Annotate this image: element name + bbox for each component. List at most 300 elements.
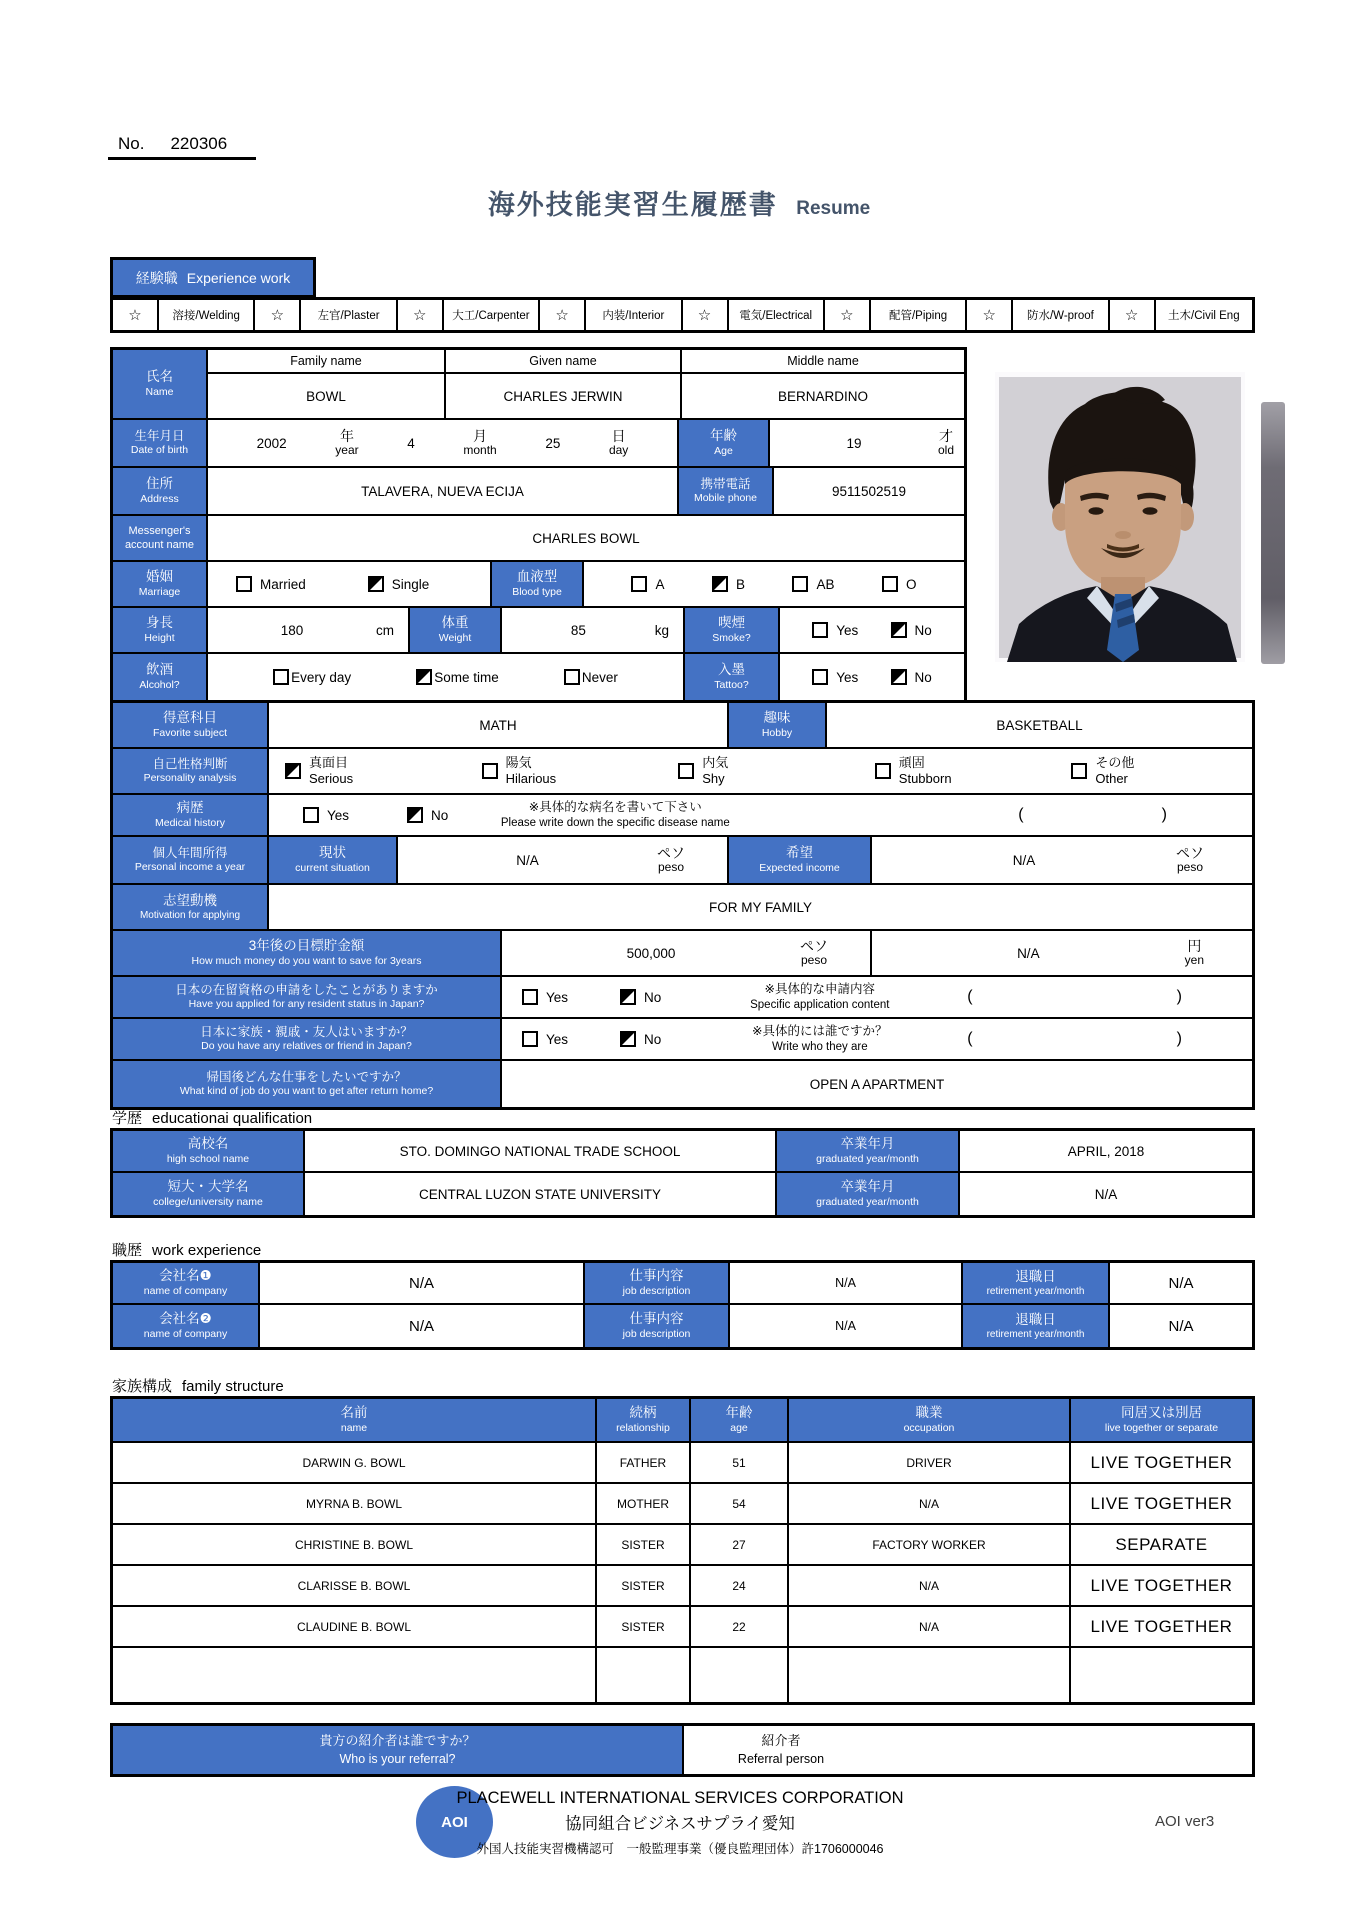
trade-label-text: 電気/Electrical [739, 310, 813, 322]
family-header-rel-en: relationship [616, 1421, 670, 1434]
education-table [110, 1128, 1255, 1218]
family-row-sister2 [113, 1566, 1252, 1607]
trade-label-text: 大工/Carpenter [452, 310, 530, 322]
weight-value-cell[interactable] [500, 608, 683, 652]
smoke-label-en: Smoke? [712, 631, 751, 644]
college-label-jp: 短大・大学名 [167, 1179, 249, 1195]
company2-job-en: job description [622, 1327, 691, 1340]
personality-label-en: Personality analysis [143, 772, 237, 785]
checkbox-stubborn[interactable] [875, 763, 891, 779]
family-row-sister1 [113, 1525, 1252, 1566]
company1-label [113, 1263, 258, 1303]
mobile-label-jp: 携帯電話 [700, 477, 751, 492]
savings-label [113, 931, 500, 975]
company2-label [113, 1305, 258, 1347]
favorite-subject-row [113, 703, 1252, 749]
education-section-title [112, 1107, 312, 1128]
resident-yes-option [522, 989, 568, 1005]
trade-group-waterproof [967, 300, 1109, 330]
relatives-yes-label: Yes [546, 1031, 569, 1047]
checkbox-blood-o[interactable] [882, 576, 898, 592]
messenger-label [113, 516, 206, 560]
personality-stubborn-option [859, 755, 1056, 786]
checkbox-married[interactable] [236, 576, 252, 592]
checkbox-resident-no[interactable] [620, 989, 636, 1005]
weight-value: 85 [570, 622, 586, 638]
birth-year-value: 2002 [256, 435, 287, 451]
star-icon: ☆ [1124, 307, 1139, 324]
serious-label-jp: 真面目 [309, 755, 349, 771]
relatives-note [727, 1023, 912, 1055]
star-icon: ☆ [555, 307, 569, 324]
family-member-relationship: SISTER [595, 1607, 689, 1646]
referral-person-jp: 紹介者 [761, 1732, 801, 1748]
month-unit [463, 429, 496, 458]
alcohol-label-jp: 飲酒 [146, 662, 173, 678]
height-label-en: Height [144, 631, 175, 644]
trade-star-cell[interactable] [398, 300, 444, 330]
high-school-grad-en: graduated year/month [816, 1152, 919, 1165]
weight-label-jp: 体重 [441, 615, 469, 631]
applicant-photo [995, 372, 1245, 662]
birth-day-value: 25 [545, 435, 561, 451]
return-job-row [113, 1061, 1252, 1107]
smoke-label [683, 608, 778, 652]
blood-option-b [712, 576, 745, 592]
referral-question-jp: 貴方の紹介者は誰ですか？ [319, 1732, 476, 1748]
given-name-column [444, 350, 680, 418]
smoke-options [778, 608, 964, 652]
star-icon: ☆ [982, 307, 996, 324]
referral-person-en: Referral person [737, 1752, 825, 1767]
weight-unit: kg [654, 622, 669, 638]
address-value[interactable]: TALAVERA, NUEVA ECIJA [206, 468, 677, 514]
motivation-label-jp: 志望動機 [163, 892, 217, 908]
marriage-options [206, 562, 490, 606]
personality-hilarious-option [466, 755, 663, 786]
relatives-yes-option [522, 1031, 568, 1047]
medical-yes-label: Yes [327, 807, 350, 823]
height-row [113, 608, 964, 654]
motivation-label-en: Motivation for applying [139, 910, 241, 922]
serious-label-en: Serious [309, 771, 354, 786]
company2-name[interactable]: N/A [258, 1305, 583, 1347]
checkbox-relatives-yes[interactable] [522, 1031, 538, 1047]
high-school-grad-value[interactable]: APRIL, 2018 [958, 1131, 1252, 1171]
checkbox-alcohol-everyday[interactable] [273, 669, 289, 685]
trade-star-cell[interactable] [967, 300, 1013, 330]
age-label-jp: 年齢 [710, 428, 737, 444]
smoke-no-option [891, 622, 932, 638]
favorite-label-en: Favorite subject [152, 726, 228, 739]
blood-o-label: O [905, 576, 917, 592]
medical-yes-option [303, 807, 349, 823]
work-section-title [112, 1239, 261, 1260]
family-member-relationship[interactable] [595, 1648, 689, 1702]
document-number [108, 130, 256, 160]
alcohol-options [206, 654, 683, 700]
tattoo-no-label: No [914, 669, 932, 685]
savings-peso-value: 500,000 [626, 945, 676, 961]
trade-star-cell[interactable] [1110, 300, 1156, 330]
resident-no-option [620, 989, 661, 1005]
favorite-subject-value[interactable]: MATH [267, 703, 727, 747]
tattoo-yes-option [812, 669, 858, 685]
checkbox-single[interactable] [368, 576, 384, 592]
resident-label [113, 977, 500, 1017]
checkbox-alcohol-never[interactable] [564, 669, 580, 685]
trade-label-carpenter [444, 300, 540, 330]
trade-label-text: 内装/Interior [602, 310, 665, 322]
personality-serious-option [269, 755, 466, 786]
family-section-title [112, 1375, 284, 1396]
company1-name[interactable]: N/A [258, 1263, 583, 1303]
savings-yen-value: N/A [1017, 945, 1040, 961]
checkbox-shy[interactable] [678, 763, 694, 779]
savings-peso-unit-jp: ペソ [800, 937, 828, 954]
footer-company-info [380, 1789, 980, 1857]
blood-option-ab [792, 576, 834, 592]
relatives-paren-open: ( [967, 1030, 973, 1047]
address-label [113, 468, 206, 514]
height-value-cell[interactable] [206, 608, 408, 652]
income-expected-jp: 希望 [786, 845, 813, 861]
trade-label-text: 左官/Plaster [317, 310, 380, 322]
family-structure-table [110, 1396, 1255, 1705]
company2-job-jp: 仕事内容 [629, 1311, 684, 1327]
income-expected-value-cell[interactable] [870, 837, 1252, 883]
family-header-live-en: live together or separate [1104, 1421, 1219, 1434]
company2-retire-value[interactable]: N/A [1108, 1305, 1252, 1347]
aoi-logo-text: AOI [441, 1813, 468, 1831]
high-school-row [113, 1131, 1252, 1173]
messenger-label-line2: account name [124, 539, 195, 551]
family-member-occupation: FACTORY WORKER [787, 1525, 1069, 1564]
relatives-label-jp: 日本に家族・親戚・友人はいますか？ [200, 1025, 413, 1040]
trade-label-waterproof [1013, 300, 1109, 330]
age-label [677, 420, 768, 466]
shy-label-en: Shy [702, 771, 725, 786]
family-header-occupation [787, 1399, 1069, 1441]
return-job-value[interactable]: OPEN A APARTMENT [500, 1061, 1252, 1107]
checkbox-medical-yes[interactable] [303, 807, 319, 823]
company1-retire-value[interactable]: N/A [1108, 1263, 1252, 1303]
college-grad-label [775, 1173, 958, 1215]
other-label-jp: その他 [1095, 755, 1135, 771]
smoke-yes-label: Yes [836, 622, 859, 638]
mobile-value[interactable]: 9511502519 [772, 468, 964, 514]
tattoo-label-en: Tattoo? [714, 678, 749, 691]
trade-label-civil [1156, 300, 1252, 330]
trade-label-text: 土木/Civil Eng [1168, 310, 1240, 322]
family-row-mother [113, 1484, 1252, 1525]
birth-label-jp: 生年月日 [134, 429, 185, 444]
footer-company-en: PLACEWELL INTERNATIONAL SERVICES CORPORATION [456, 1789, 904, 1807]
footer-license: 外国人技能実習機構認可 一般監理事業（優良監理団体）許1706000046 [476, 1842, 884, 1856]
mobile-label [677, 468, 772, 514]
motivation-value[interactable]: FOR MY FAMILY [267, 885, 1252, 929]
checkbox-tattoo-yes[interactable] [812, 669, 828, 685]
marriage-label-en: Marriage [138, 585, 181, 598]
personal-info-table [110, 347, 967, 700]
alcohol-never-label: Never [581, 669, 618, 685]
family-member-name: DARWIN G. BOWL [302, 1455, 406, 1470]
scan-artifact-strip [1261, 402, 1285, 664]
referral-question-en: Who is your referral? [339, 1752, 456, 1767]
checkbox-alcohol-sometime[interactable] [416, 669, 432, 685]
trade-star-cell[interactable] [683, 300, 729, 330]
blood-option-a [631, 576, 664, 592]
high-school-name[interactable]: STO. DOMINGO NATIONAL TRADE SCHOOL [303, 1131, 775, 1171]
company1-job-label [583, 1263, 728, 1303]
hobby-label-en: Hobby [761, 726, 793, 739]
birth-value-cell[interactable] [206, 420, 677, 466]
messenger-value[interactable]: CHARLES BOWL [206, 516, 964, 560]
marriage-single-option [368, 576, 430, 592]
medical-paren-open: ( [1018, 806, 1024, 823]
checkbox-smoke-no[interactable] [891, 622, 907, 638]
income-current-value-cell[interactable] [396, 837, 727, 883]
serious-labels [309, 755, 353, 786]
address-label-en: Address [140, 492, 179, 505]
medical-detail-field[interactable] [750, 806, 1252, 824]
family-member-age: 54 [689, 1484, 787, 1523]
birth-row [113, 420, 964, 468]
family-row-father [113, 1443, 1252, 1484]
day-unit-jp: 日 [611, 427, 626, 444]
weight-label [408, 608, 500, 652]
company1-label-jp: 会社名❶ [159, 1268, 212, 1284]
family-member-live: LIVE TOGETHER [1069, 1484, 1252, 1523]
checkbox-smoke-yes[interactable] [812, 622, 828, 638]
star-icon: ☆ [413, 307, 427, 324]
height-label [113, 608, 206, 652]
footer-company-jp: 協同組合ビジネスサプライ愛知 [565, 1815, 795, 1833]
company1-job-value[interactable]: N/A [728, 1263, 961, 1303]
family-member-age[interactable] [689, 1648, 787, 1702]
middle-name-value[interactable]: BERNARDINO [777, 388, 868, 404]
family-header-live [1069, 1399, 1252, 1441]
family-name-header: Family name [208, 350, 444, 374]
referral-section [110, 1723, 1255, 1777]
family-header-name [113, 1399, 595, 1441]
family-header-occ-jp: 職業 [915, 1405, 943, 1421]
birth-label-en: Date of birth [130, 444, 189, 457]
return-job-label [113, 1061, 500, 1107]
savings-peso-cell[interactable] [500, 931, 870, 975]
family-row-empty [113, 1648, 1252, 1702]
income-current-jp: 現状 [319, 845, 346, 861]
applicant-photo-image [995, 372, 1245, 662]
family-member-occupation[interactable] [787, 1648, 1069, 1702]
hobby-value[interactable]: BASKETBALL [825, 703, 1252, 747]
tattoo-yes-label: Yes [836, 669, 859, 685]
family-member-name[interactable] [113, 1648, 595, 1702]
trade-label-electrical [729, 300, 825, 330]
address-label-jp: 住所 [146, 476, 173, 492]
trade-label-plaster [301, 300, 397, 330]
hobby-label [727, 703, 825, 747]
given-name-value[interactable]: CHARLES JERWIN [503, 388, 623, 404]
work-experience-table [110, 1260, 1255, 1350]
birth-label [113, 420, 206, 466]
trade-star-cell[interactable] [113, 300, 159, 330]
income-expected-unit-jp: ペソ [1176, 844, 1204, 861]
stubborn-label-en: Stubborn [898, 771, 952, 786]
alcohol-never-option [564, 669, 618, 685]
high-school-grad-jp: 卒業年月 [840, 1136, 895, 1152]
return-job-label-en: What kind of job do you want to get after return home? [179, 1085, 434, 1098]
referral-person-label [696, 1731, 866, 1769]
blood-type-label [490, 562, 582, 606]
name-label-jp: 氏名 [146, 369, 173, 385]
month-unit-en: month [463, 443, 497, 458]
height-value: 180 [280, 622, 304, 638]
relatives-detail-field[interactable] [912, 1030, 1252, 1048]
referral-person-cell[interactable] [682, 1726, 1252, 1774]
income-current-en: current situation [295, 861, 370, 874]
medical-label-jp: 病歴 [176, 800, 204, 816]
shy-labels [702, 755, 728, 786]
high-school-grad-label [775, 1131, 958, 1171]
favorite-label-jp: 得意科目 [163, 710, 217, 726]
savings-yen-unit-jp: 円 [1187, 937, 1202, 954]
hilarious-label-jp: 陽気 [505, 755, 532, 771]
checkbox-blood-b[interactable] [712, 576, 728, 592]
income-expected-value: N/A [1012, 852, 1036, 868]
experience-header-jp: 経験職 [135, 269, 178, 286]
relatives-label-en: Do you have any relatives or friend in Japan? [201, 1040, 412, 1053]
checkbox-other[interactable] [1071, 763, 1087, 779]
family-member-occupation: N/A [787, 1484, 1069, 1523]
star-icon: ☆ [840, 307, 854, 324]
trade-star-cell[interactable] [540, 300, 586, 330]
details-table [110, 700, 1255, 1110]
stubborn-label-jp: 頑固 [898, 755, 925, 771]
resident-paren-open: ( [967, 988, 973, 1005]
family-member-occupation: N/A [787, 1607, 1069, 1646]
resident-label-en: Have you applied for any resident status in Japan? [188, 998, 425, 1011]
trade-label-text: 防水/W-proof [1026, 310, 1094, 322]
hilarious-label-en: Hilarious [505, 771, 557, 786]
blood-a-label: A [655, 576, 665, 592]
no-label: No. [118, 134, 145, 153]
company1-retire-jp: 退職日 [1015, 1268, 1056, 1284]
medical-label [113, 795, 267, 835]
blood-option-o [882, 576, 917, 592]
college-grad-value[interactable]: N/A [958, 1173, 1252, 1215]
company1-row [113, 1263, 1252, 1305]
family-member-name: MYRNA B. BOWL [305, 1496, 403, 1511]
personality-options [267, 749, 1252, 793]
blood-type-options [582, 562, 964, 606]
marriage-married-option [236, 576, 306, 592]
family-member-live[interactable] [1069, 1648, 1252, 1702]
relatives-no-label: No [644, 1031, 662, 1047]
year-unit [335, 429, 358, 458]
savings-peso-unit [800, 939, 870, 968]
trade-label-piping [871, 300, 967, 330]
trade-group-interior [540, 300, 682, 330]
work-title-jp: 職歴 [112, 1242, 143, 1259]
middle-name-header: Middle name [682, 350, 964, 374]
experience-trades-row [110, 297, 1255, 333]
income-current-unit [657, 846, 727, 875]
trade-label-interior [586, 300, 682, 330]
address-row [113, 468, 964, 516]
family-member-name: CLAUDINE B. BOWL [296, 1619, 412, 1634]
mobile-label-en: Mobile phone [693, 492, 758, 505]
checkbox-hilarious[interactable] [482, 763, 498, 779]
company2-label-en: name of company [143, 1327, 228, 1340]
checkbox-relatives-no[interactable] [620, 1031, 636, 1047]
company2-retire-en: retirement year/month [986, 1329, 1085, 1341]
family-name-value[interactable]: BOWL [306, 388, 346, 404]
medical-no-label: No [431, 807, 449, 823]
personality-other-option [1055, 755, 1252, 786]
month-unit-jp: 月 [473, 427, 488, 444]
trade-group-plaster [255, 300, 397, 330]
family-header-name-en: name [340, 1421, 368, 1434]
age-value-cell[interactable] [768, 420, 964, 466]
company2-label-jp: 会社名❷ [159, 1311, 212, 1327]
form-version: AOI ver3 [1155, 1813, 1215, 1830]
company1-retire-en: retirement year/month [986, 1286, 1085, 1298]
income-current-label [267, 837, 396, 883]
company2-job-label [583, 1305, 728, 1347]
trade-group-welding [113, 300, 255, 330]
income-expected-en: Expected income [759, 861, 840, 874]
medical-note-en: Please write down the specific disease name [500, 816, 730, 829]
trade-group-carpenter [398, 300, 540, 330]
resident-detail-field[interactable] [912, 988, 1252, 1006]
family-header-age-jp: 年齢 [725, 1405, 753, 1421]
trade-group-electrical [683, 300, 825, 330]
checkbox-blood-ab[interactable] [792, 576, 808, 592]
family-member-live: LIVE TOGETHER [1069, 1607, 1252, 1646]
college-row [113, 1173, 1252, 1215]
checkbox-serious[interactable] [285, 763, 301, 779]
college-name[interactable]: CENTRAL LUZON STATE UNIVERSITY [303, 1173, 775, 1215]
company2-job-value[interactable]: N/A [728, 1305, 961, 1347]
alcohol-sometime-option [416, 669, 499, 685]
family-member-live: SEPARATE [1069, 1525, 1252, 1564]
trade-group-piping [825, 300, 967, 330]
family-header-row [113, 1399, 1252, 1443]
blood-label-en: Blood type [512, 585, 562, 598]
relatives-paren-close: ) [1176, 1030, 1182, 1047]
referral-question [113, 1726, 682, 1774]
savings-yen-cell[interactable] [870, 931, 1252, 975]
motivation-row [113, 885, 1252, 931]
name-label-en: Name [145, 385, 174, 398]
income-label-jp: 個人年間所得 [152, 846, 228, 861]
resident-status-row [113, 977, 1252, 1019]
trade-star-cell[interactable] [255, 300, 301, 330]
medical-paren-close: ) [1161, 806, 1167, 823]
checkbox-blood-a[interactable] [631, 576, 647, 592]
year-unit-jp: 年 [339, 427, 354, 444]
family-header-rel-jp: 続柄 [629, 1405, 657, 1421]
height-unit: cm [376, 622, 394, 638]
trade-group-civil [1110, 300, 1252, 330]
checkbox-medical-no[interactable] [407, 807, 423, 823]
checkbox-resident-yes[interactable] [522, 989, 538, 1005]
checkbox-tattoo-no[interactable] [891, 669, 907, 685]
trade-star-cell[interactable] [825, 300, 871, 330]
trade-label-welding [159, 300, 255, 330]
relatives-note-en: Write who they are [771, 1040, 868, 1053]
